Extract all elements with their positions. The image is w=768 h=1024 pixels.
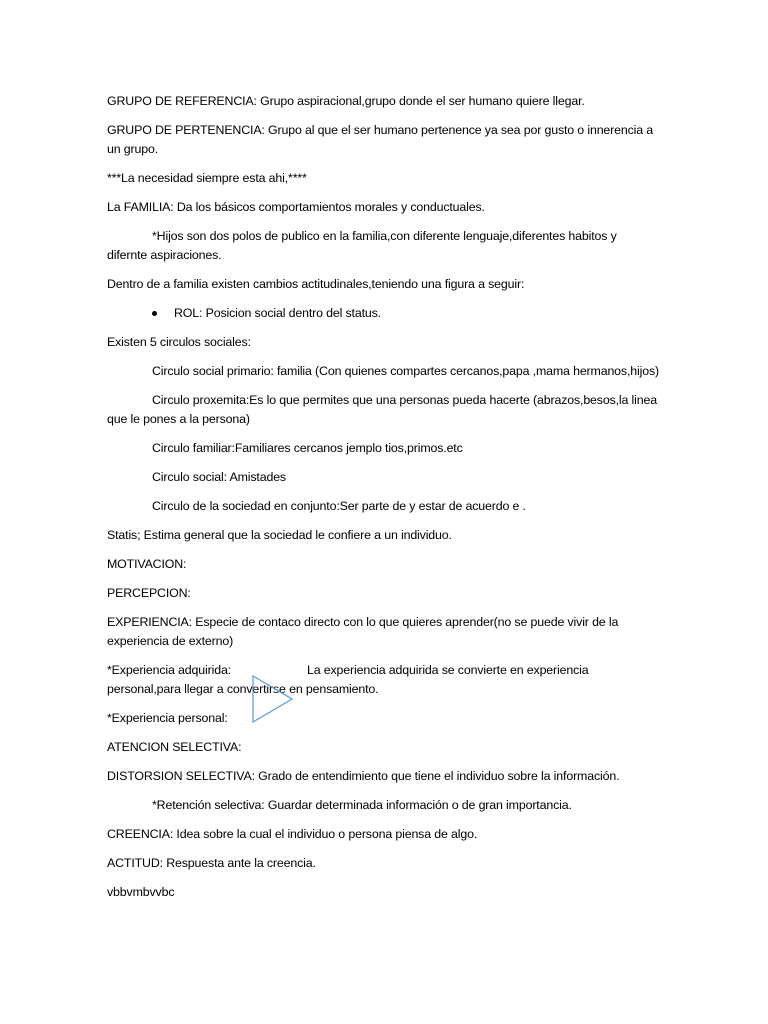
paragraph-circulo-primario: Circulo social primario: familia (Con quienes compartes cercanos,papa ,mama hermanos,hijos) — [152, 364, 659, 378]
paragraph-hijos: *Hijos son dos polos de publico en la familia,con diferente lenguaje,diferentes habitos y difernte aspiraciones. — [107, 229, 617, 262]
paragraph-retencion-selectiva: *Retención selectiva: Guardar determinada información o de gran importancia. — [152, 798, 572, 812]
experiencia-adquirida-text: La experiencia adquirida se convierte en experiencia personal,para llegar a convertirse en pensamiento. — [107, 663, 589, 696]
paragraph-grupo-referencia: GRUPO DE REFERENCIA: Grupo aspiracional,grupo donde el ser humano quiere llegar. — [107, 94, 585, 108]
bullet-icon — [152, 311, 157, 316]
paragraph-atencion-selectiva: ATENCION SELECTIVA: — [107, 740, 242, 754]
paragraph-necesidad: ***La necesidad siempre esta ahi,**** — [107, 171, 307, 185]
paragraph-creencia: CREENCIA: Idea sobre la cual el individuo o persona piensa de algo. — [107, 827, 478, 841]
triangle-arrow-icon — [252, 675, 294, 723]
paragraph-circulo-sociedad: Circulo de la sociedad en conjunto:Ser parte de y estar de acuerdo e . — [152, 499, 526, 513]
paragraph-circulo-proxemita: Circulo proxemita:Es lo que permites que una personas pueda hacerte (abrazos,besos,la linea que le pones a la persona) — [107, 393, 657, 426]
paragraph-distorsion-selectiva: DISTORSION SELECTIVA: Grado de entendimiento que tiene el individuo sobre la información. — [107, 769, 620, 783]
paragraph-experiencia-personal: *Experiencia personal: — [107, 711, 228, 725]
paragraph-circulo-familiar: Circulo familiar:Familiares cercanos jemplo tios,primos.etc — [152, 441, 463, 455]
experiencia-adquirida-label: *Experiencia adquirida: — [107, 663, 231, 677]
paragraph-circulo-social: Circulo social: Amistades — [152, 470, 286, 484]
document-body — [107, 92, 659, 912]
paragraph-circulos-intro: Existen 5 circulos sociales: — [107, 335, 251, 349]
paragraph-trailing-text: vbbvmbvvbc — [107, 885, 175, 899]
paragraph-familia: La FAMILIA: Da los básicos comportamientos morales y conductuales. — [107, 200, 485, 214]
paragraph-motivacion: MOTIVACION: — [107, 557, 187, 571]
paragraph-grupo-pertenencia: GRUPO DE PERTENENCIA: Grupo al que el ser humano pertenence ya sea por gusto o innerencia a un grupo. — [107, 123, 654, 156]
list-item-text: ROL: Posicion social dentro del status. — [174, 306, 381, 320]
paragraph-experiencia: EXPERIENCIA: Especie de contaco directo con lo que quieres aprender(no se puede vivir de la experiencia de externo) — [107, 615, 619, 648]
paragraph-percepcion: PERCEPCION: — [107, 586, 191, 600]
paragraph-status: Statis; Estima general que la sociedad le confiere a un individuo. — [107, 528, 452, 542]
paragraph-actitud: ACTITUD: Respuesta ante la creencia. — [107, 856, 316, 870]
paragraph-experiencia-adquirida — [107, 661, 659, 699]
paragraph-cambios-actitudinales: Dentro de a familia existen cambios actitudinales,teniendo una figura a seguir: — [107, 277, 525, 291]
list-item-rol — [107, 304, 659, 323]
